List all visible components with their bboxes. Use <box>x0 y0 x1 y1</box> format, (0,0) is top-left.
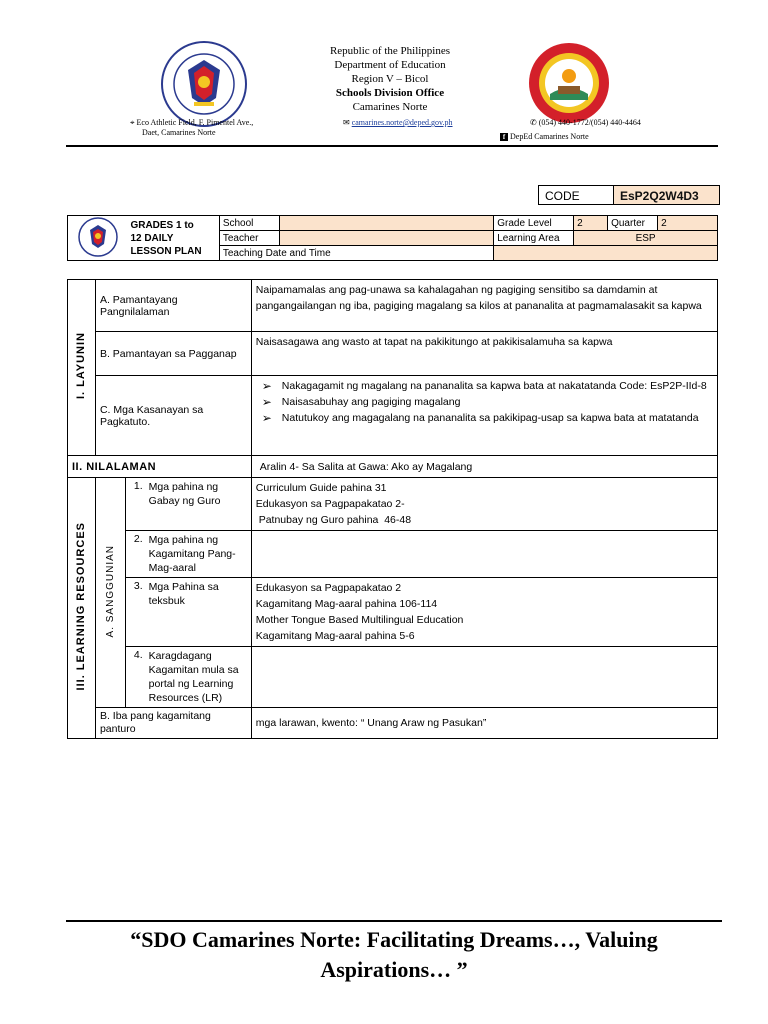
resource-item-content <box>251 531 717 578</box>
envelope-icon: ✉ <box>343 118 350 127</box>
learning-area-label: Learning Area <box>494 231 574 246</box>
iba-pang-kagamitan-label: B. Iba pang kagamitang panturo <box>95 708 251 739</box>
resource-item-number: 1. <box>133 480 143 492</box>
learning-area-value[interactable]: ESP <box>574 231 718 246</box>
resources-heading: III. LEARNING RESOURCES <box>75 522 88 691</box>
pamantayang-content: Naipamamalas ang pag-unawa sa kahalagahan ng pagiging sensitibo sa damdamin at pangangailangan ng iba, pagiging magalang sa kilos at pananalita at pagmamalasakit sa kapwa <box>251 280 717 332</box>
code-value: EsP2Q2W4D3 <box>614 185 720 205</box>
resource-item-content: Curriculum Guide pahina 31 Edukasyon sa Pagpapakatao 2- Patnubay ng Guro pahina 46-48 <box>251 478 717 531</box>
layunin-heading: I. LAYUNIN <box>75 332 88 400</box>
deped-mini-seal-cell <box>68 216 128 261</box>
phone-block <box>530 118 641 128</box>
resource-item-number: 2. <box>133 533 143 545</box>
school-field[interactable] <box>279 216 493 231</box>
email-link[interactable]: camarines.norte@deped.gov.ph <box>351 118 453 127</box>
datetime-field[interactable] <box>494 246 718 261</box>
resource-item-text: Mga Pahina sa teksbuk <box>148 581 219 607</box>
division-seal <box>528 42 610 124</box>
header-province: Camarines Norte <box>352 101 428 113</box>
map-pin-icon: ⌖ <box>130 118 135 127</box>
grade-level-value[interactable]: 2 <box>574 216 608 231</box>
resource-item-content <box>251 647 717 708</box>
pamantayang-label: A. Pamantayang Pangnilalaman <box>95 280 251 332</box>
resource-item-label <box>125 531 251 578</box>
quarter-label: Quarter <box>608 216 658 231</box>
facebook-block <box>500 132 589 142</box>
teacher-label: Teacher <box>219 231 279 246</box>
phone-number: (054) 440-1772/(054) 440-4464 <box>538 118 641 127</box>
resource-item-text: Karagdagang Kagamitan mula sa portal ng Learning Resources (LR) <box>148 650 239 704</box>
resource-item-text: Mga pahina ng Gabay ng Guro <box>148 481 221 507</box>
lesson-plan-title: GRADES 1 to 12 DAILY LESSON PLAN <box>127 216 219 261</box>
header-region: Region V – Bicol <box>351 73 429 85</box>
nilalaman-content: Aralin 4- Sa Salita at Gawa: Ako ay Magalang <box>251 456 717 478</box>
nilalaman-heading: II. NILALAMAN <box>68 456 252 478</box>
grade-level-label: Grade Level <box>494 216 574 231</box>
kasanayan-content <box>251 376 717 456</box>
header-republic: Republic of the Philippines <box>329 45 451 57</box>
iba-pang-kagamitan-content: mga larawan, kwento: “ Unang Araw ng Pasukan” <box>251 708 717 739</box>
footer-divider <box>66 920 722 922</box>
resource-item-text: Mga pahina ng Kagamitang Pang-Mag-aaral <box>148 534 236 574</box>
address-line1: Eco Athletic Field, F. Pimentel Ave., <box>136 118 254 127</box>
layunin-section-cell <box>68 280 96 456</box>
kasanayan-item: ➢ Naisasabuhay ang pagiging magalang <box>282 394 713 410</box>
facebook-page[interactable]: DepEd Camarines Norte <box>510 132 589 141</box>
lesson-plan-info-table <box>67 215 718 261</box>
resource-item-number: 4. <box>133 649 143 661</box>
email-block <box>343 118 453 128</box>
school-label: School <box>219 216 279 231</box>
address-line2: Daet, Camarines Norte <box>142 128 216 137</box>
address-block <box>130 118 330 138</box>
footer-motto: “SDO Camarines Norte: Facilitating Dreams…, Valuing Aspirations… ” <box>130 927 658 982</box>
kasanayan-label: C. Mga Kasanayan sa Pagkatuto. <box>95 376 251 456</box>
resource-item-label <box>125 647 251 708</box>
resource-item-label <box>125 478 251 531</box>
resources-section-cell <box>68 478 96 739</box>
header-center <box>250 44 530 114</box>
sanggunian-cell <box>95 478 125 708</box>
kasanayan-item: ➢ Nakagagamit ng magalang na pananalita sa kapwa bata at nakatatanda Code: EsP2P-IId-8 <box>282 378 713 394</box>
datetime-label: Teaching Date and Time <box>219 246 493 261</box>
kasanayan-item: ➢ Natutukoy ang magagalang na pananalita sa pakikipag-usap sa kapwa bata at matatanda <box>282 410 713 426</box>
phone-icon: ✆ <box>530 118 537 127</box>
header-divider <box>66 145 718 147</box>
header-division: Schools Division Office <box>335 87 445 99</box>
lesson-plan-table <box>67 279 718 739</box>
header-department: Department of Education <box>334 59 446 71</box>
quarter-value[interactable]: 2 <box>658 216 718 231</box>
resource-item-content: Edukasyon sa Pagpapakatao 2 Kagamitang Mag-aaral pahina 106-114 Mother Tongue Based Multilingual Education Kagamitang Mag-aaral pahina 5-6 <box>251 578 717 647</box>
resource-item-number: 3. <box>133 580 143 592</box>
deped-seal <box>160 40 248 128</box>
deped-mini-seal-icon <box>78 217 118 257</box>
teacher-field[interactable] <box>279 231 493 246</box>
sanggunian-heading: A. SANGGUNIAN <box>104 544 116 638</box>
facebook-icon[interactable]: f <box>500 133 508 141</box>
resource-item-label <box>125 578 251 647</box>
code-label: CODE <box>538 185 614 205</box>
pagganap-label: B. Pamantayan sa Pagganap <box>95 332 251 376</box>
pagganap-content: Naisasagawa ang wasto at tapat na pakikitungo at pakikisalamuha sa kapwa <box>251 332 717 376</box>
